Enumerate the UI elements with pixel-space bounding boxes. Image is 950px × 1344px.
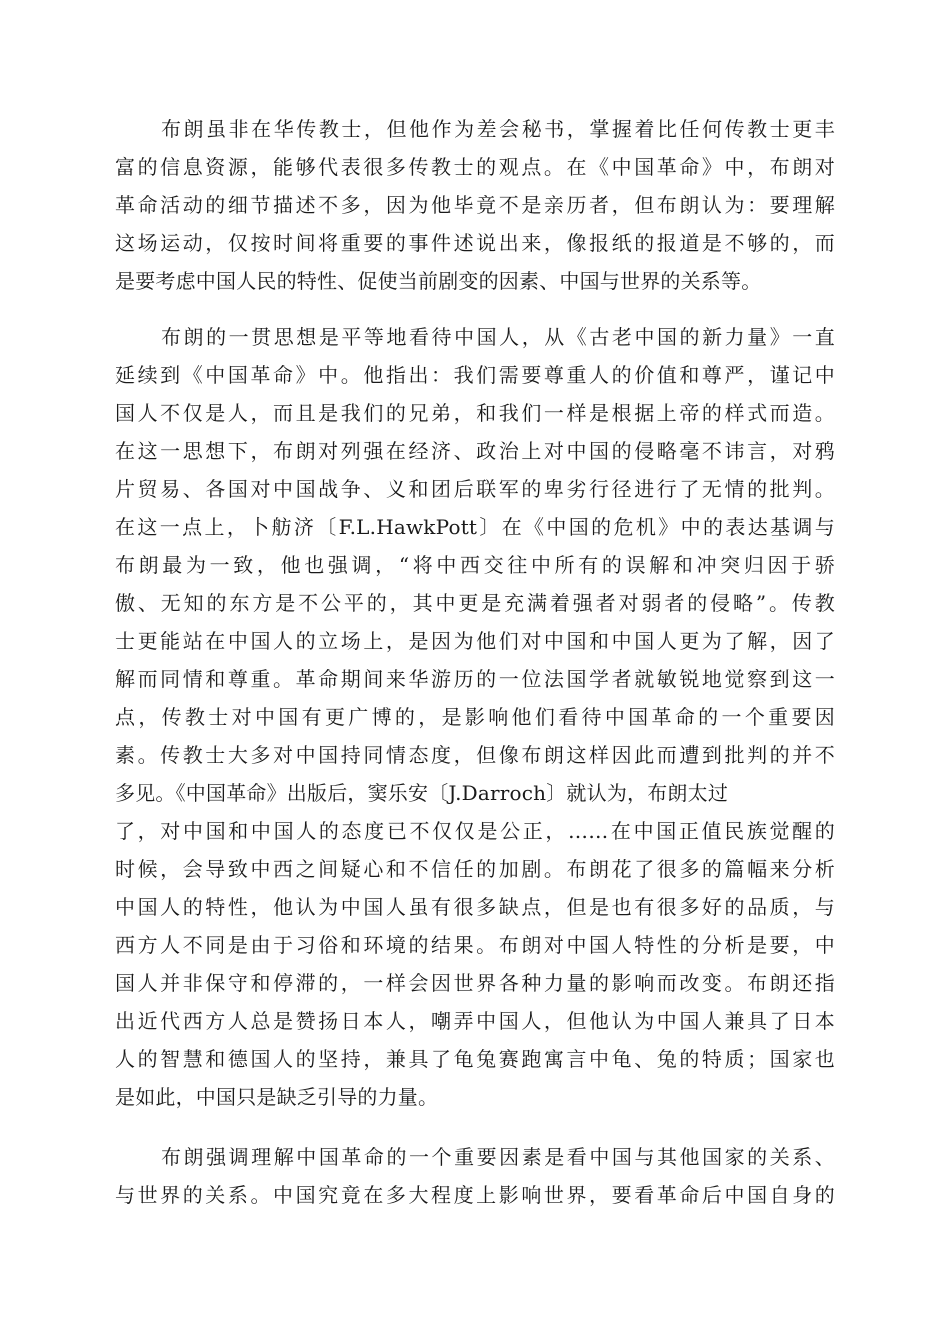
text-line: 西方人不同是由于习俗和环境的结果。布朗对中国人特性的分析是要，中 xyxy=(115,933,835,957)
text-line: 与世界的关系。中国究竟在多大程度上影响世界，要看革命后中国自身的 xyxy=(115,1183,835,1207)
text-line: 国人并非保守和停滞的，一样会因世界各种力量的影响而改变。布朗还指 xyxy=(115,971,835,995)
text-line: 布朗强调理解中国革命的一个重要因素是看中国与其他国家的关系、 xyxy=(161,1145,835,1169)
paragraph-3 xyxy=(115,1138,835,1214)
text-line: 国人不仅是人，而且是我们的兄弟，和我们一样是根据上帝的样式而造。 xyxy=(115,401,835,425)
text-line: 时候，会导致中西之间疑心和不信任的加剧。布朗花了很多的篇幅来分析 xyxy=(115,857,835,881)
text-line: 富的信息资源，能够代表很多传教士的观点。在《中国革命》中，布朗对 xyxy=(115,155,835,179)
text-line: 延续到《中国革命》中。他指出：我们需要尊重人的价值和尊严，谨记中 xyxy=(115,363,835,387)
text-line: 在这一思想下，布朗对列强在经济、政治上对中国的侵略毫不讳言，对鸦 xyxy=(115,439,835,463)
text-line: 是如此，中国只是缺乏引导的力量。 xyxy=(115,1085,439,1109)
text-line: 中国人的特性，他认为中国人虽有很多缺点，但是也有很多好的品质，与 xyxy=(115,895,835,919)
text-line: 士更能站在中国人的立场上，是因为他们对中国和中国人更为了解，因了 xyxy=(115,629,835,653)
text-line: 是要考虑中国人民的特性、促使当前剧变的因素、中国与世界的关系等。 xyxy=(115,269,762,293)
paragraph-2 xyxy=(115,318,835,1116)
text-line: 布朗最为一致，他也强调，“将中西交往中所有的误解和冲突归因于骄 xyxy=(115,553,835,577)
text-line: 出近代西方人总是赞扬日本人，嘲弄中国人，但他认为中国人兼具了日本 xyxy=(115,1009,835,1033)
text-line: 革命活动的细节描述不多，因为他毕竟不是亲历者，但布朗认为：要理解 xyxy=(115,193,835,217)
text-line: 在这一点上，卜舫济〔F.L.HawkPott〕在《中国的危机》中的表达基调与 xyxy=(115,515,835,539)
text-line: 人的智慧和德国人的坚持，兼具了龟兔赛跑寓言中龟、兔的特质；国家也 xyxy=(115,1047,835,1071)
text-line: 片贸易、各国对中国战争、义和团后联军的卑劣行径进行了无情的批判。 xyxy=(115,477,835,501)
text-line: 布朗的一贯思想是平等地看待中国人，从《古老中国的新力量》一直 xyxy=(161,325,835,349)
paragraph-1 xyxy=(115,110,835,300)
text-line: 这场运动，仅按时间将重要的事件述说出来，像报纸的报道是不够的，而 xyxy=(115,231,835,255)
text-line: 傲、无知的东方是不公平的，其中更是充满着强者对弱者的侵略”。传教 xyxy=(115,591,835,615)
text-line: 多见。《中国革命》出版后，窦乐安〔J.Darroch〕就认为，布朗太过 xyxy=(115,781,729,805)
text-line: 了，对中国和中国人的态度已不仅仅是公正，……在中国正值民族觉醒的 xyxy=(115,819,835,843)
text-line: 解而同情和尊重。革命期间来华游历的一位法国学者就敏锐地觉察到这一 xyxy=(115,667,835,691)
text-line: 布朗虽非在华传教士，但他作为差会秘书，掌握着比任何传教士更丰 xyxy=(161,117,835,141)
text-line: 素。传教士大多对中国持同情态度，但像布朗这样因此而遭到批判的并不 xyxy=(115,743,835,767)
text-line: 点，传教士对中国有更广博的，是影响他们看待中国革命的一个重要因 xyxy=(115,705,835,729)
